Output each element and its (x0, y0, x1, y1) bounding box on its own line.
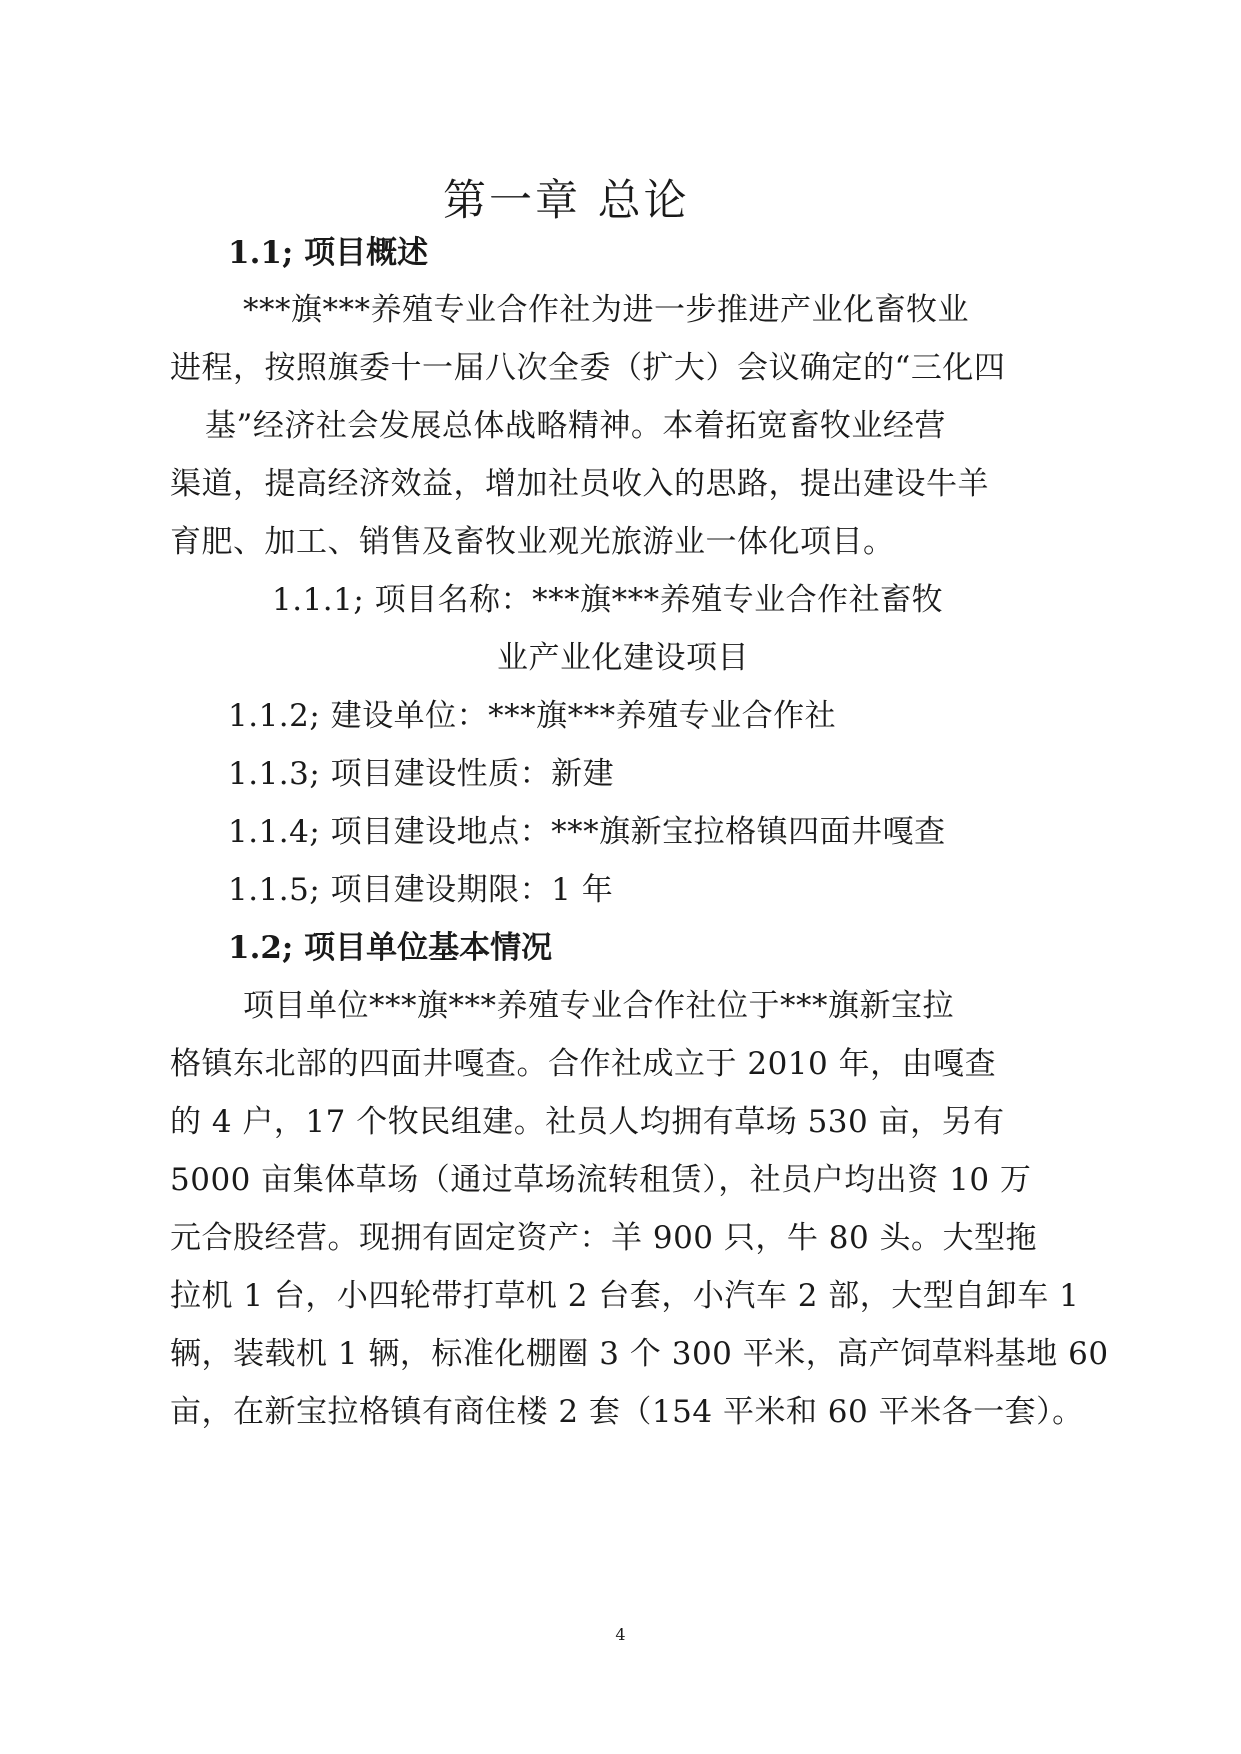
item-period: 1.1.5; 项目建设期限：1 年 (228, 872, 614, 908)
paragraph-line: 基”经济社会发展总体战略精神。本着拓宽畜牧业经营 (205, 408, 946, 444)
paragraph-line: 渠道，提高经济效益，增加社员收入的思路，提出建设牛羊 (170, 466, 989, 502)
paragraph-line: 元合股经营。现拥有固定资产：羊 900 只，牛 80 头。大型拖 (170, 1220, 1038, 1256)
section-heading-1-2: 1.2; 项目单位基本情况 (228, 930, 553, 966)
item-project-name-continued: 业产业化建设项目 (497, 640, 749, 676)
paragraph-line: 5000 亩集体草场（通过草场流转租赁），社员户均出资 10 万 (170, 1162, 1032, 1198)
item-builder: 1.1.2; 建设单位：***旗***养殖专业合作社 (228, 698, 837, 734)
paragraph-line: 项目单位***旗***养殖专业合作社位于***旗新宝拉 (243, 988, 954, 1024)
paragraph-line: 辆，装载机 1 辆，标准化棚圈 3 个 300 平米，高产饲草料基地 60 (170, 1336, 1109, 1372)
paragraph-line: 育肥、加工、销售及畜牧业观光旅游业一体化项目。 (170, 524, 895, 560)
paragraph-line: ***旗***养殖专业合作社为进一步推进产业化畜牧业 (243, 292, 969, 328)
paragraph-line: 进程，按照旗委十一届八次全委（扩大）会议确定的“三化四 (170, 350, 1006, 386)
paragraph-line: 拉机 1 台，小四轮带打草机 2 台套，小汽车 2 部，大型自卸车 1 (170, 1278, 1080, 1314)
chapter-title: 第一章 总论 (443, 176, 690, 226)
page-number: 4 (615, 1625, 626, 1644)
item-project-name: 1.1.1; 项目名称：***旗***养殖专业合作社畜牧 (272, 582, 944, 618)
paragraph-line: 的 4 户，17 个牧民组建。社员人均拥有草场 530 亩，另有 (170, 1104, 1005, 1140)
item-location: 1.1.4; 项目建设地点：***旗新宝拉格镇四面井嘎查 (228, 814, 946, 850)
item-nature: 1.1.3; 项目建设性质：新建 (228, 756, 615, 792)
section-heading-1-1: 1.1; 项目概述 (228, 235, 429, 271)
paragraph-line: 亩，在新宝拉格镇有商住楼 2 套（154 平米和 60 平米各一套）。 (170, 1394, 1084, 1430)
paragraph-line: 格镇东北部的四面井嘎查。合作社成立于 2010 年，由嘎查 (170, 1046, 997, 1082)
